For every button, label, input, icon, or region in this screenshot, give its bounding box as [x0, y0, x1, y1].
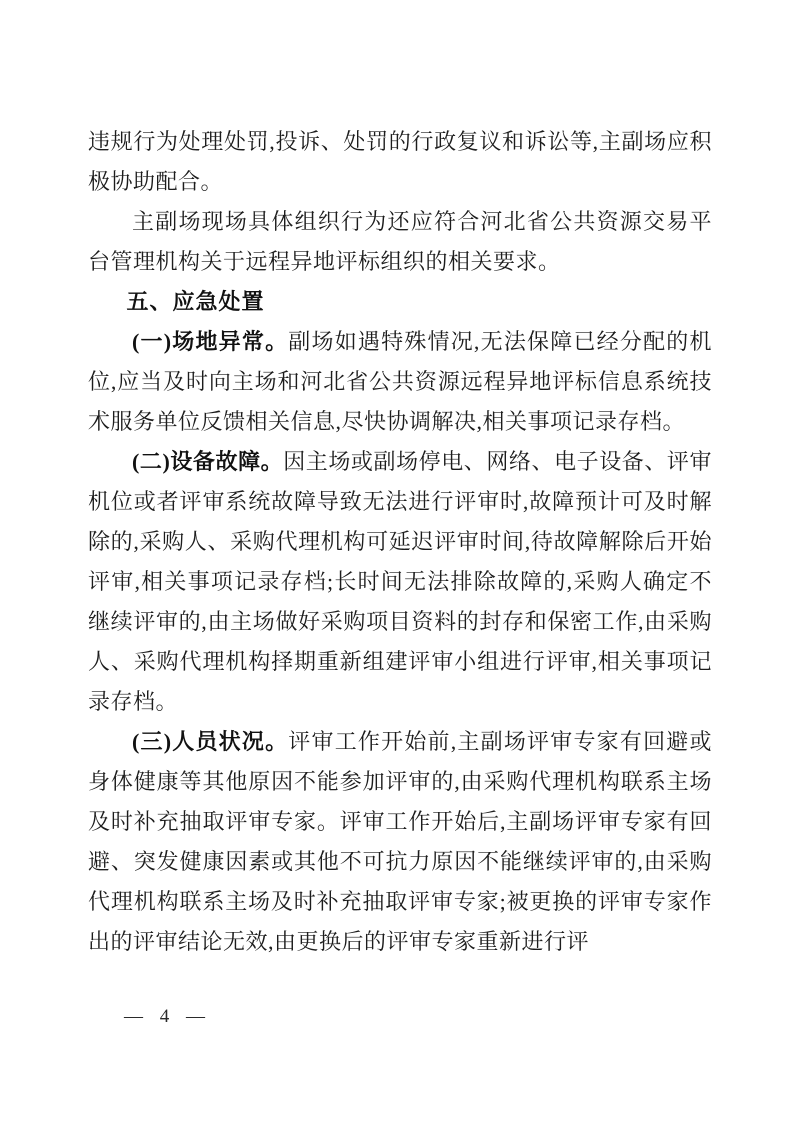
clause-body-3: 评审工作开始前,主副场评审专家有回避或身体健康等其他原因不能参加评审的,由采购代理机构联系主场及时补充抽取评审专家。评审工作开始后,主副场评审专家有回避、突发健康因素或其他不可抗力原因不能继续评审的,由采购代理机构联系主场及时补充抽取评审专家;被更换的评审专家作出的评审结论无效,由更换后的评审专家重新进行评	[88, 729, 712, 954]
clause-body-2: 因主场或副场停电、网络、电子设备、评审机位或者评审系统故障导致无法进行评审时,故障预计可及时解除的,采购人、采购代理机构可延迟评审时间,待故障解除后开始评审,相关事项记录存档;长时间无法排除故障的,采购人确定不继续评审的,由主场做好采购项目资料的封存和保密工作,由采购人、采购代理机构择期重新组建评审小组进行评审,相关事项记录存档。	[88, 449, 712, 714]
clause-lead-1: (一)场地异常。	[132, 329, 289, 354]
document-body	[88, 122, 712, 962]
clause-paragraph-3	[88, 722, 712, 962]
intro-paragraph: 主副场现场具体组织行为还应符合河北省公共资源交易平台管理机构关于远程异地评标组织的相关要求。	[88, 209, 712, 274]
clause-body-1: 副场如遇特殊情况,无法保障已经分配的机位,应当及时向主场和河北省公共资源远程异地评标信息系统技术服务单位反馈相关信息,尽快协调解决,相关事项记录存档。	[88, 329, 712, 434]
clause-lead-3: (三)人员状况。	[132, 729, 289, 754]
intro-paragraph-continuation: 违规行为处理处罚,投诉、处罚的行政复议和诉讼等,主副场应积极协助配合。	[88, 129, 712, 194]
clause-paragraph-1	[88, 322, 712, 442]
clause-paragraph-2	[88, 442, 712, 722]
page-number: — 4 —	[124, 1006, 211, 1027]
clause-lead-2: (二)设备故障。	[132, 449, 284, 474]
section-heading: 五、应急处置	[126, 289, 265, 314]
